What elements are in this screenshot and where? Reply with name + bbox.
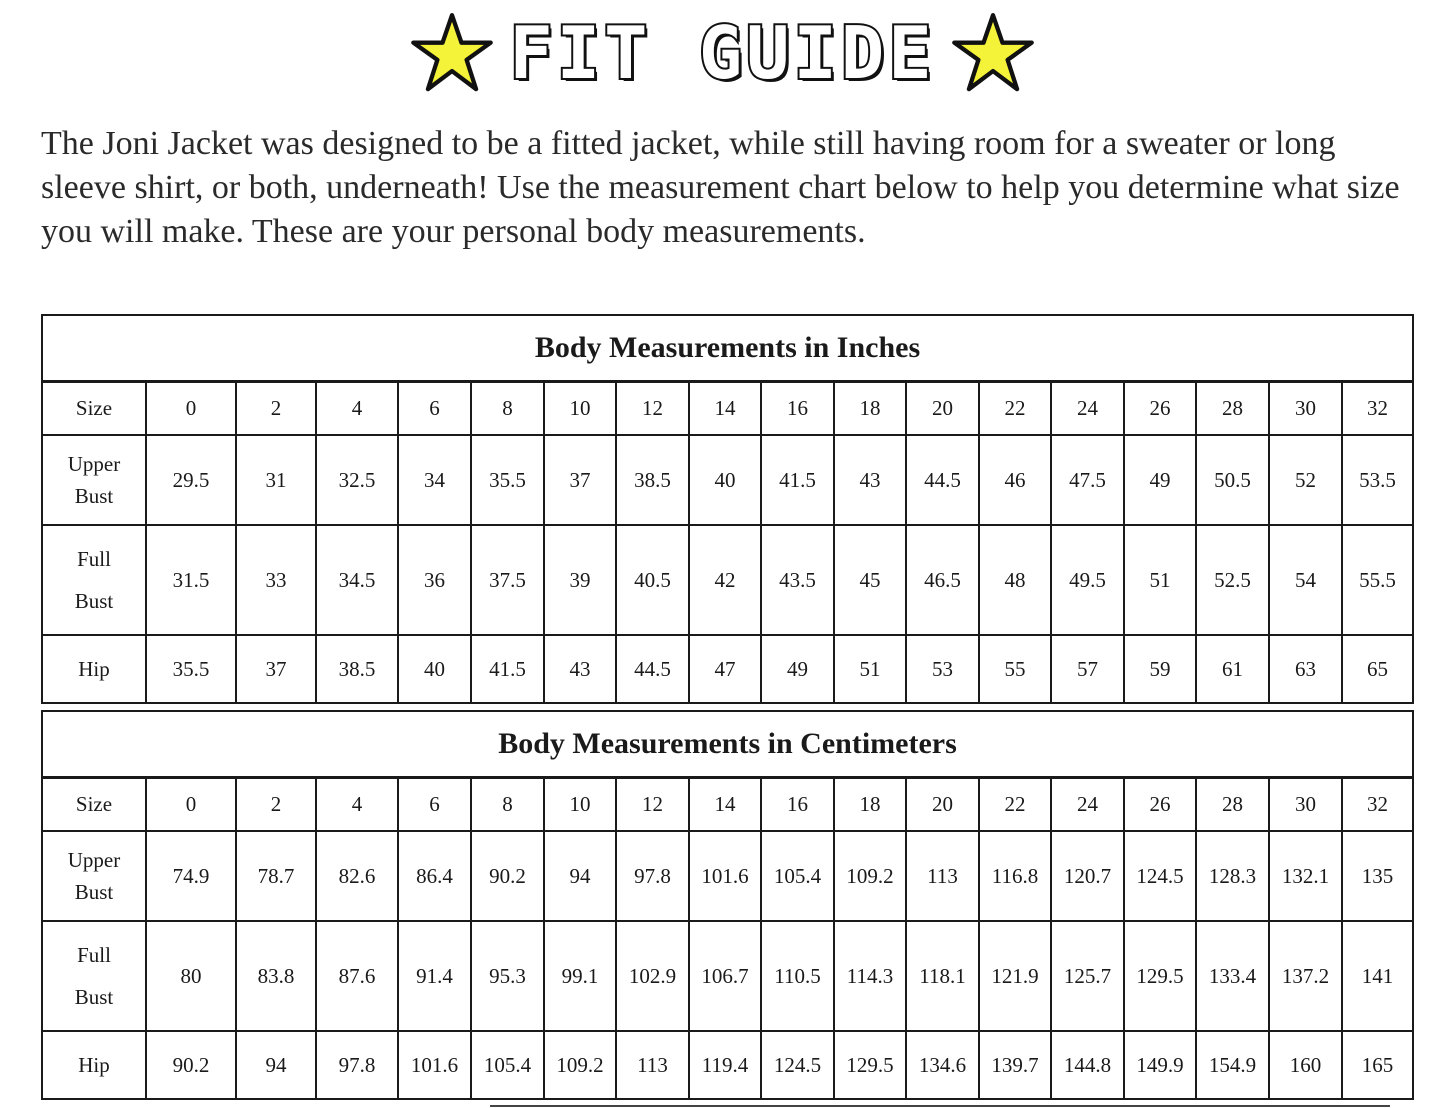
measurement-cell: 50.5 [1196, 435, 1269, 525]
measurement-cell: 139.7 [979, 1031, 1051, 1099]
measurement-cell: 90.2 [471, 831, 544, 921]
page-header [0, 6, 1445, 100]
star-icon [950, 10, 1036, 96]
upper-bust-label: Upper Bust [42, 831, 146, 921]
measurement-cell: 44.5 [906, 435, 979, 525]
measurement-cell: 128.3 [1196, 831, 1269, 921]
upper-bust-row [42, 831, 1413, 921]
upper-bust-label: Upper Bust [42, 435, 146, 525]
measurement-cell: 86.4 [398, 831, 471, 921]
size-cell: 26 [1124, 778, 1196, 832]
hip-row [42, 1031, 1413, 1099]
measurement-cell: 40 [398, 635, 471, 703]
measurement-cell: 83.8 [236, 921, 316, 1031]
measurement-cell: 49.5 [1051, 525, 1124, 635]
size-cell: 22 [979, 382, 1051, 436]
measurement-cell: 97.8 [616, 831, 689, 921]
measurement-cell: 37.5 [471, 525, 544, 635]
measurement-cell: 113 [906, 831, 979, 921]
measurement-cell: 61 [1196, 635, 1269, 703]
measurement-cell: 47 [689, 635, 761, 703]
measurement-cell: 132.1 [1269, 831, 1342, 921]
size-cell: 22 [979, 778, 1051, 832]
measurement-cell: 109.2 [834, 831, 906, 921]
measurement-cell: 53.5 [1342, 435, 1413, 525]
measurement-cell: 87.6 [316, 921, 398, 1031]
inches-table [41, 314, 1414, 704]
measurement-cell: 134.6 [906, 1031, 979, 1099]
measurement-cell: 34.5 [316, 525, 398, 635]
measurement-cell: 116.8 [979, 831, 1051, 921]
measurement-cell: 94 [544, 831, 616, 921]
size-cell: 6 [398, 778, 471, 832]
hip-row [42, 635, 1413, 703]
size-cell: 30 [1269, 382, 1342, 436]
full-bust-row [42, 921, 1413, 1031]
size-cell: 12 [616, 778, 689, 832]
measurement-cell: 129.5 [834, 1031, 906, 1099]
size-cell: 2 [236, 778, 316, 832]
size-cell: 24 [1051, 382, 1124, 436]
bottom-divider [490, 1105, 1390, 1107]
size-cell: 8 [471, 778, 544, 832]
measurement-cell: 114.3 [834, 921, 906, 1031]
size-cell: 10 [544, 778, 616, 832]
measurement-cell: 119.4 [689, 1031, 761, 1099]
size-cell: 4 [316, 778, 398, 832]
measurement-cell: 113 [616, 1031, 689, 1099]
measurement-cell: 105.4 [471, 1031, 544, 1099]
measurement-cell: 51 [1124, 525, 1196, 635]
measurement-cell: 120.7 [1051, 831, 1124, 921]
size-cell: 32 [1342, 382, 1413, 436]
measurement-cell: 101.6 [398, 1031, 471, 1099]
upper-bust-row [42, 435, 1413, 525]
size-cell: 14 [689, 778, 761, 832]
size-cell: 10 [544, 382, 616, 436]
measurement-cell: 80 [146, 921, 236, 1031]
star-icon [409, 10, 495, 96]
centimeters-table [41, 710, 1414, 1100]
measurement-cell: 43 [544, 635, 616, 703]
measurement-cell: 31 [236, 435, 316, 525]
measurement-cell: 38.5 [316, 635, 398, 703]
measurement-cell: 137.2 [1269, 921, 1342, 1031]
measurement-cell: 41.5 [761, 435, 834, 525]
measurement-cell: 53 [906, 635, 979, 703]
measurement-cell: 40 [689, 435, 761, 525]
measurement-cell: 78.7 [236, 831, 316, 921]
measurement-cell: 43.5 [761, 525, 834, 635]
measurement-cell: 124.5 [1124, 831, 1196, 921]
size-cell: 0 [146, 778, 236, 832]
measurement-cell: 29.5 [146, 435, 236, 525]
size-cell: 16 [761, 778, 834, 832]
measurement-cell: 38.5 [616, 435, 689, 525]
size-cell: 12 [616, 382, 689, 436]
measurement-cell: 135 [1342, 831, 1413, 921]
size-label: Size [42, 778, 146, 832]
full-bust-label: Full Bust [42, 921, 146, 1031]
measurement-cell: 90.2 [146, 1031, 236, 1099]
measurement-cell: 118.1 [906, 921, 979, 1031]
measurement-cell: 33 [236, 525, 316, 635]
hip-label: Hip [42, 1031, 146, 1099]
measurement-cell: 51 [834, 635, 906, 703]
table-caption: Body Measurements in Inches [42, 315, 1413, 382]
full-bust-label: Full Bust [42, 525, 146, 635]
measurement-cell: 31.5 [146, 525, 236, 635]
size-row [42, 382, 1413, 436]
size-cell: 16 [761, 382, 834, 436]
size-label: Size [42, 382, 146, 436]
size-cell: 28 [1196, 778, 1269, 832]
measurement-cell: 55.5 [1342, 525, 1413, 635]
size-cell: 18 [834, 382, 906, 436]
size-row [42, 778, 1413, 832]
measurement-cell: 36 [398, 525, 471, 635]
measurement-cell: 59 [1124, 635, 1196, 703]
measurement-cell: 42 [689, 525, 761, 635]
measurement-cell: 48 [979, 525, 1051, 635]
page-title: FIT GUIDE [509, 11, 936, 95]
measurement-cell: 54 [1269, 525, 1342, 635]
size-cell: 20 [906, 778, 979, 832]
measurement-cell: 74.9 [146, 831, 236, 921]
measurement-cell: 32.5 [316, 435, 398, 525]
measurement-cell: 94 [236, 1031, 316, 1099]
size-cell: 14 [689, 382, 761, 436]
measurement-cell: 52 [1269, 435, 1342, 525]
measurement-cell: 82.6 [316, 831, 398, 921]
measurement-cell: 52.5 [1196, 525, 1269, 635]
full-bust-row [42, 525, 1413, 635]
measurement-cell: 129.5 [1124, 921, 1196, 1031]
measurement-cell: 141 [1342, 921, 1413, 1031]
intro-paragraph: The Joni Jacket was designed to be a fitted jacket, while still having room for a sweater or long sleeve shirt, or both, underneath! Use the measurement chart below to help you determine what size you will make. These are your personal body measurements. [41, 125, 1400, 250]
size-cell: 20 [906, 382, 979, 436]
measurement-cell: 160 [1269, 1031, 1342, 1099]
measurement-cell: 109.2 [544, 1031, 616, 1099]
measurement-cell: 110.5 [761, 921, 834, 1031]
hip-label: Hip [42, 635, 146, 703]
measurement-cell: 91.4 [398, 921, 471, 1031]
measurement-cell: 40.5 [616, 525, 689, 635]
measurement-cell: 165 [1342, 1031, 1413, 1099]
size-cell: 18 [834, 778, 906, 832]
measurement-cell: 105.4 [761, 831, 834, 921]
measurement-cell: 65 [1342, 635, 1413, 703]
measurement-cell: 35.5 [471, 435, 544, 525]
measurement-cell: 37 [236, 635, 316, 703]
measurement-cell: 106.7 [689, 921, 761, 1031]
measurement-cell: 49 [761, 635, 834, 703]
size-cell: 32 [1342, 778, 1413, 832]
measurement-cell: 49 [1124, 435, 1196, 525]
measurement-cell: 99.1 [544, 921, 616, 1031]
measurement-cell: 35.5 [146, 635, 236, 703]
measurement-cell: 55 [979, 635, 1051, 703]
size-cell: 26 [1124, 382, 1196, 436]
measurement-cell: 101.6 [689, 831, 761, 921]
measurement-cell: 47.5 [1051, 435, 1124, 525]
measurement-cell: 46.5 [906, 525, 979, 635]
measurement-cell: 125.7 [1051, 921, 1124, 1031]
table-caption: Body Measurements in Centimeters [42, 711, 1413, 778]
size-cell: 28 [1196, 382, 1269, 436]
size-cell: 30 [1269, 778, 1342, 832]
size-cell: 8 [471, 382, 544, 436]
measurement-cell: 121.9 [979, 921, 1051, 1031]
measurement-cell: 149.9 [1124, 1031, 1196, 1099]
size-cell: 6 [398, 382, 471, 436]
measurement-cell: 34 [398, 435, 471, 525]
measurement-cell: 46 [979, 435, 1051, 525]
size-cell: 2 [236, 382, 316, 436]
measurement-cell: 63 [1269, 635, 1342, 703]
measurement-cell: 41.5 [471, 635, 544, 703]
size-cell: 0 [146, 382, 236, 436]
measurement-cell: 44.5 [616, 635, 689, 703]
measurement-cell: 95.3 [471, 921, 544, 1031]
size-cell: 24 [1051, 778, 1124, 832]
measurement-cell: 37 [544, 435, 616, 525]
measurement-cell: 133.4 [1196, 921, 1269, 1031]
measurement-cell: 43 [834, 435, 906, 525]
size-cell: 4 [316, 382, 398, 436]
measurement-cell: 154.9 [1196, 1031, 1269, 1099]
measurement-cell: 102.9 [616, 921, 689, 1031]
measurement-cell: 124.5 [761, 1031, 834, 1099]
measurement-cell: 57 [1051, 635, 1124, 703]
measurement-cell: 45 [834, 525, 906, 635]
measurement-cell: 97.8 [316, 1031, 398, 1099]
measurement-cell: 144.8 [1051, 1031, 1124, 1099]
measurement-cell: 39 [544, 525, 616, 635]
